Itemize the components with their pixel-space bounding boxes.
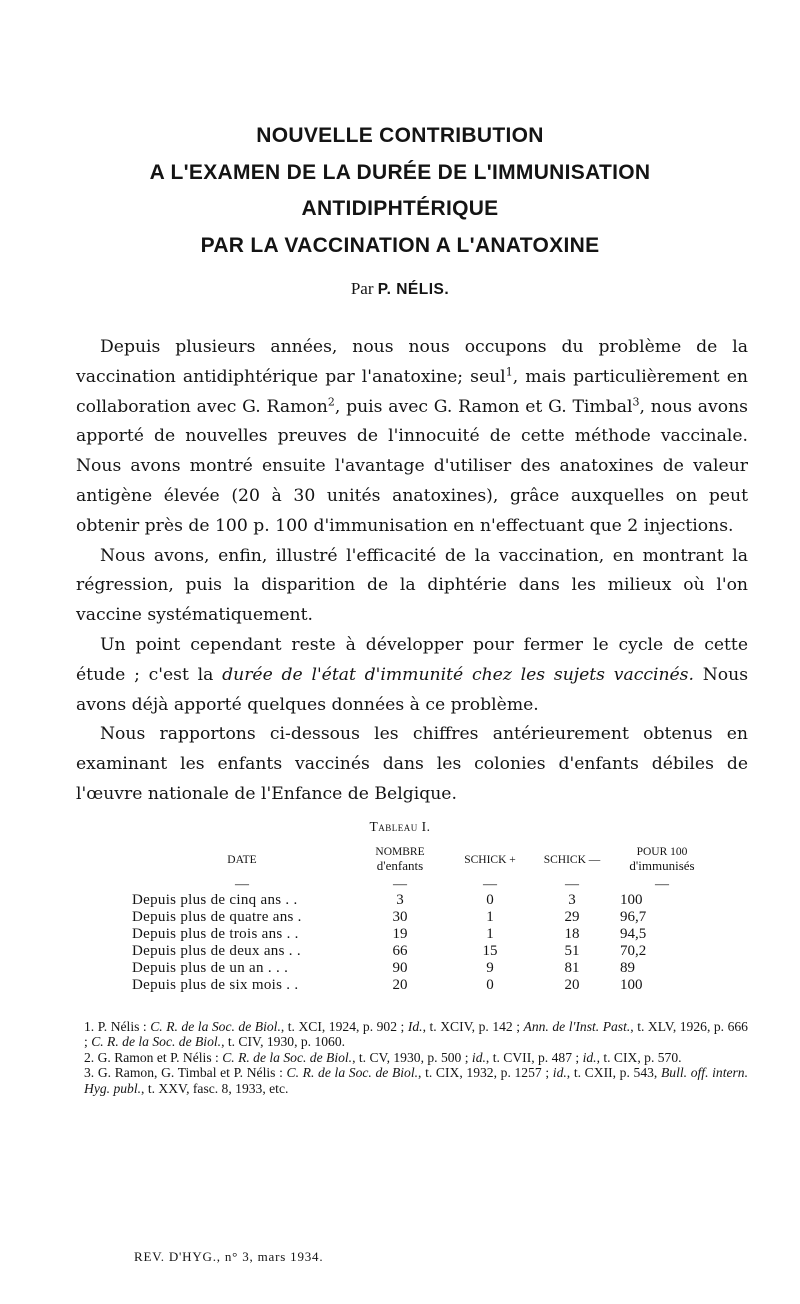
table-dash-row [132, 878, 712, 892]
table-row [132, 926, 712, 943]
author-line [60, 279, 740, 299]
p1-text-d: , nous avons apporté de nouvelles preuves de l'innocuité de cette méthode vaccinale. Nous avons montré ensuite l'avantage d'utiliser des anatoxines de valeur antigène élevée (20 à 30 unités anatoxines), grâce auxquelles on peut obtenir près de 100 p. 100 d'immunisation en n'effectuant que 2 injections. [76, 396, 748, 536]
dash: — [393, 877, 407, 892]
immunity-table [132, 846, 712, 994]
paragraph-2: Nous avons, enfin, illustré l'efficacité de la vaccination, en montrant la régression, puis la disparition de la diphtérie dans les milieux où l'on vaccine systématiquement. [76, 545, 748, 626]
cell-pour-100: 94,5 [620, 926, 647, 942]
paragraph-1 [76, 333, 748, 542]
cell-nombre: 90 [392, 960, 408, 976]
dash: — [565, 877, 579, 892]
cell-schick-minus: 18 [564, 926, 580, 942]
journal-signature: REV. D'HYG., n° 3, mars 1934. [134, 1249, 324, 1264]
cell-schick-minus: 29 [564, 909, 580, 925]
cell-schick-minus: 81 [564, 960, 580, 976]
table-header-row [132, 846, 712, 878]
footnote-ref-2: 2 [327, 394, 335, 408]
cell-schick-minus: 3 [568, 892, 576, 908]
table-row [132, 909, 712, 926]
cell-schick-plus: 1 [486, 909, 494, 925]
title-line-4: PAR LA VACCINATION A L'ANATOXINE [200, 233, 600, 257]
footnote-2: 2. G. Ramon et P. Nélis : C. R. de la Soc. de Biol., t. CV, 1930, p. 500 ; id., t. CVII, p. 487 ; id., t. CIX, p. 570. [84, 1049, 682, 1065]
row-label: Depuis plus de cinq ans . . [132, 892, 298, 908]
header-pour-100: POUR 100 d'immunisés [629, 846, 695, 873]
cell-schick-minus: 20 [564, 977, 580, 993]
cell-pour-100: 100 [620, 977, 643, 993]
cell-pour-100: 96,7 [620, 909, 647, 925]
title-line-1: NOUVELLE CONTRIBUTION [256, 124, 544, 147]
footnote-3: 3. G. Ramon, G. Timbal et P. Nélis : C. R. de la Soc. de Biol., t. CIX, 1932, p. 1257 ; id., t. CXII, p. 543, Bull. off. intern. Hyg. publ., t. XXV, fasc. 8, 1933, etc. [84, 1065, 748, 1096]
cell-schick-minus: 51 [564, 943, 580, 959]
cell-schick-plus: 0 [486, 892, 494, 908]
article-body [76, 333, 748, 810]
header-schick-minus: SCHICK — [543, 853, 601, 866]
cell-nombre: 30 [392, 909, 408, 925]
p1-text-a: Depuis plusieurs années, nous nous occupons du problème de la vaccination antidiphtérique par l'anatoxine; seul [76, 337, 748, 387]
cell-schick-plus: 15 [482, 943, 498, 959]
paragraph-3 [76, 631, 748, 720]
row-label: Depuis plus de quatre ans . [132, 909, 302, 925]
p3-text-b: Nous avons déjà apporté quelques données à ce problème. [76, 664, 749, 715]
table-row [132, 892, 712, 909]
cell-nombre: 20 [392, 977, 408, 993]
footnote-1: 1. P. Nélis : C. R. de la Soc. de Biol., t. XCI, 1924, p. 902 ; Id., t. XCIV, p. 142 ; Ann. de l'Inst. Past., t. XLV, 1926, p. 666 ; C. R. de la Soc. de Biol., t. CIV, 1930, p. 1060. [84, 1019, 748, 1050]
table-row [132, 977, 712, 994]
cell-nombre: 3 [396, 892, 404, 908]
row-label: Depuis plus de trois ans . . [132, 926, 299, 942]
title-line-2: A L'EXAMEN DE LA DURÉE DE L'IMMUNISATION [149, 160, 651, 184]
dash: — [235, 877, 249, 892]
p3-emphasis: durée de l'état d'immunité chez les sujets vaccinés. [222, 664, 694, 685]
author-prefix: Par [350, 279, 374, 298]
cell-pour-100: 70,2 [620, 943, 647, 959]
footnotes [84, 1019, 748, 1096]
cell-schick-plus: 9 [486, 960, 494, 976]
row-label: Depuis plus de un an . . . [132, 960, 289, 976]
header-nombre: NOMBRE d'enfants [375, 846, 425, 873]
dash: — [655, 877, 669, 892]
row-label: Depuis plus de deux ans . . [132, 943, 301, 959]
p1-text-c: , puis avec G. Ramon et G. Timbal [334, 396, 633, 417]
footnote-ref-1: 1 [505, 365, 513, 379]
table-row [132, 943, 712, 960]
cell-pour-100: 100 [620, 892, 643, 908]
p3-text-a: Un point cependant reste à développer pour fermer le cycle de cette étude ; c'est la [76, 634, 748, 685]
paragraph-4: Nous rapportons ci-dessous les chiffres antérieurement obtenus en examinant les enfants vaccinés dans les colonies d'enfants débiles de l'œuvre nationale de l'Enfance de Belgique. [76, 724, 748, 804]
dash: — [483, 877, 497, 892]
cell-schick-plus: 0 [486, 977, 494, 993]
cell-pour-100: 89 [620, 960, 635, 976]
header-schick-plus: SCHICK + [464, 853, 516, 866]
p1-text-b: , mais particulièrement en collaboration avec G. Ramon [76, 366, 748, 417]
title-line-3: ANTIDIPHTÉRIQUE [301, 197, 499, 220]
table-row [132, 960, 712, 977]
author-name: P. NÉLIS. [377, 281, 450, 298]
footnote-ref-3: 3 [632, 394, 640, 408]
cell-schick-plus: 1 [486, 926, 494, 942]
cell-nombre: 66 [392, 943, 408, 959]
cell-nombre: 19 [392, 926, 408, 942]
table-caption: Tableau I. [369, 819, 431, 834]
row-label: Depuis plus de six mois . . [132, 977, 299, 993]
header-date: DATE [227, 853, 257, 866]
article-title [60, 118, 740, 264]
